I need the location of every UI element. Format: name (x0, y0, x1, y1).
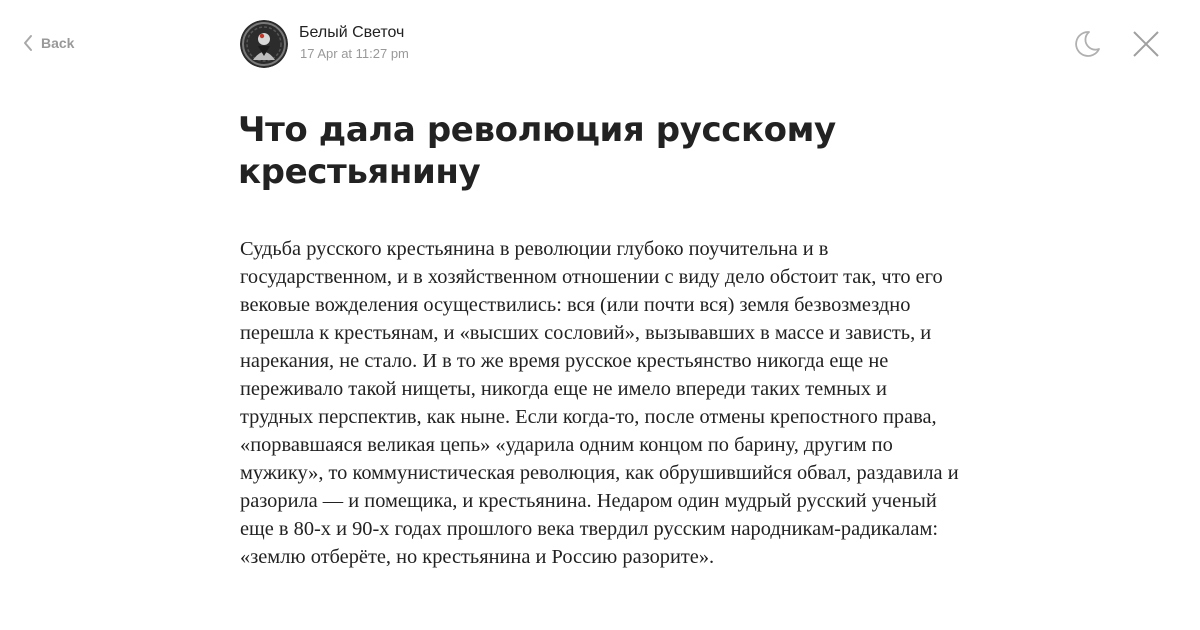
article-title: Что дала революция русскому крестьянину (238, 110, 836, 192)
close-icon[interactable] (1130, 28, 1162, 60)
back-button[interactable] (22, 34, 74, 52)
moon-icon[interactable] (1070, 28, 1102, 60)
avatar[interactable] (240, 20, 288, 68)
chevron-left-icon (22, 34, 34, 52)
article-paragraph: Судьба русского крестьянина в революции глубоко поучительна и в государственном, и в хозяйственном отношении с виду дело обстоит так, что его вековые вожделения осуществились: вся (или почти вся) земля безвозмездно перешла к крестьянам, и «высших сословий», вызывавших в массе и зависть, и нарекания, не стало. И в то же время русское крестьянство никогда еще не переживало такой нищеты, никогда еще не имело впереди таких темных и трудных перспектив, как ныне. Если когда-то, после отмены крепостного права, «порвавшаяся великая цепь» «ударила одним концом по барину, другим по мужику», то коммунистическая революция, как обрушившийся обвал, раздавила и разорила — и помещика, и крестьянина. Недаром один мудрый русский ученый еще в 80-х и 90-х годах прошлого века твердил русским народникам-радикалам: «землю отберёте, но крестьянина и Россию разорите». (240, 238, 959, 568)
post-date: 17 Apr at 11:27 pm (300, 45, 409, 61)
author-name[interactable]: Белый Светоч (299, 23, 405, 41)
back-label: Back (41, 35, 75, 51)
author-header (240, 20, 409, 68)
